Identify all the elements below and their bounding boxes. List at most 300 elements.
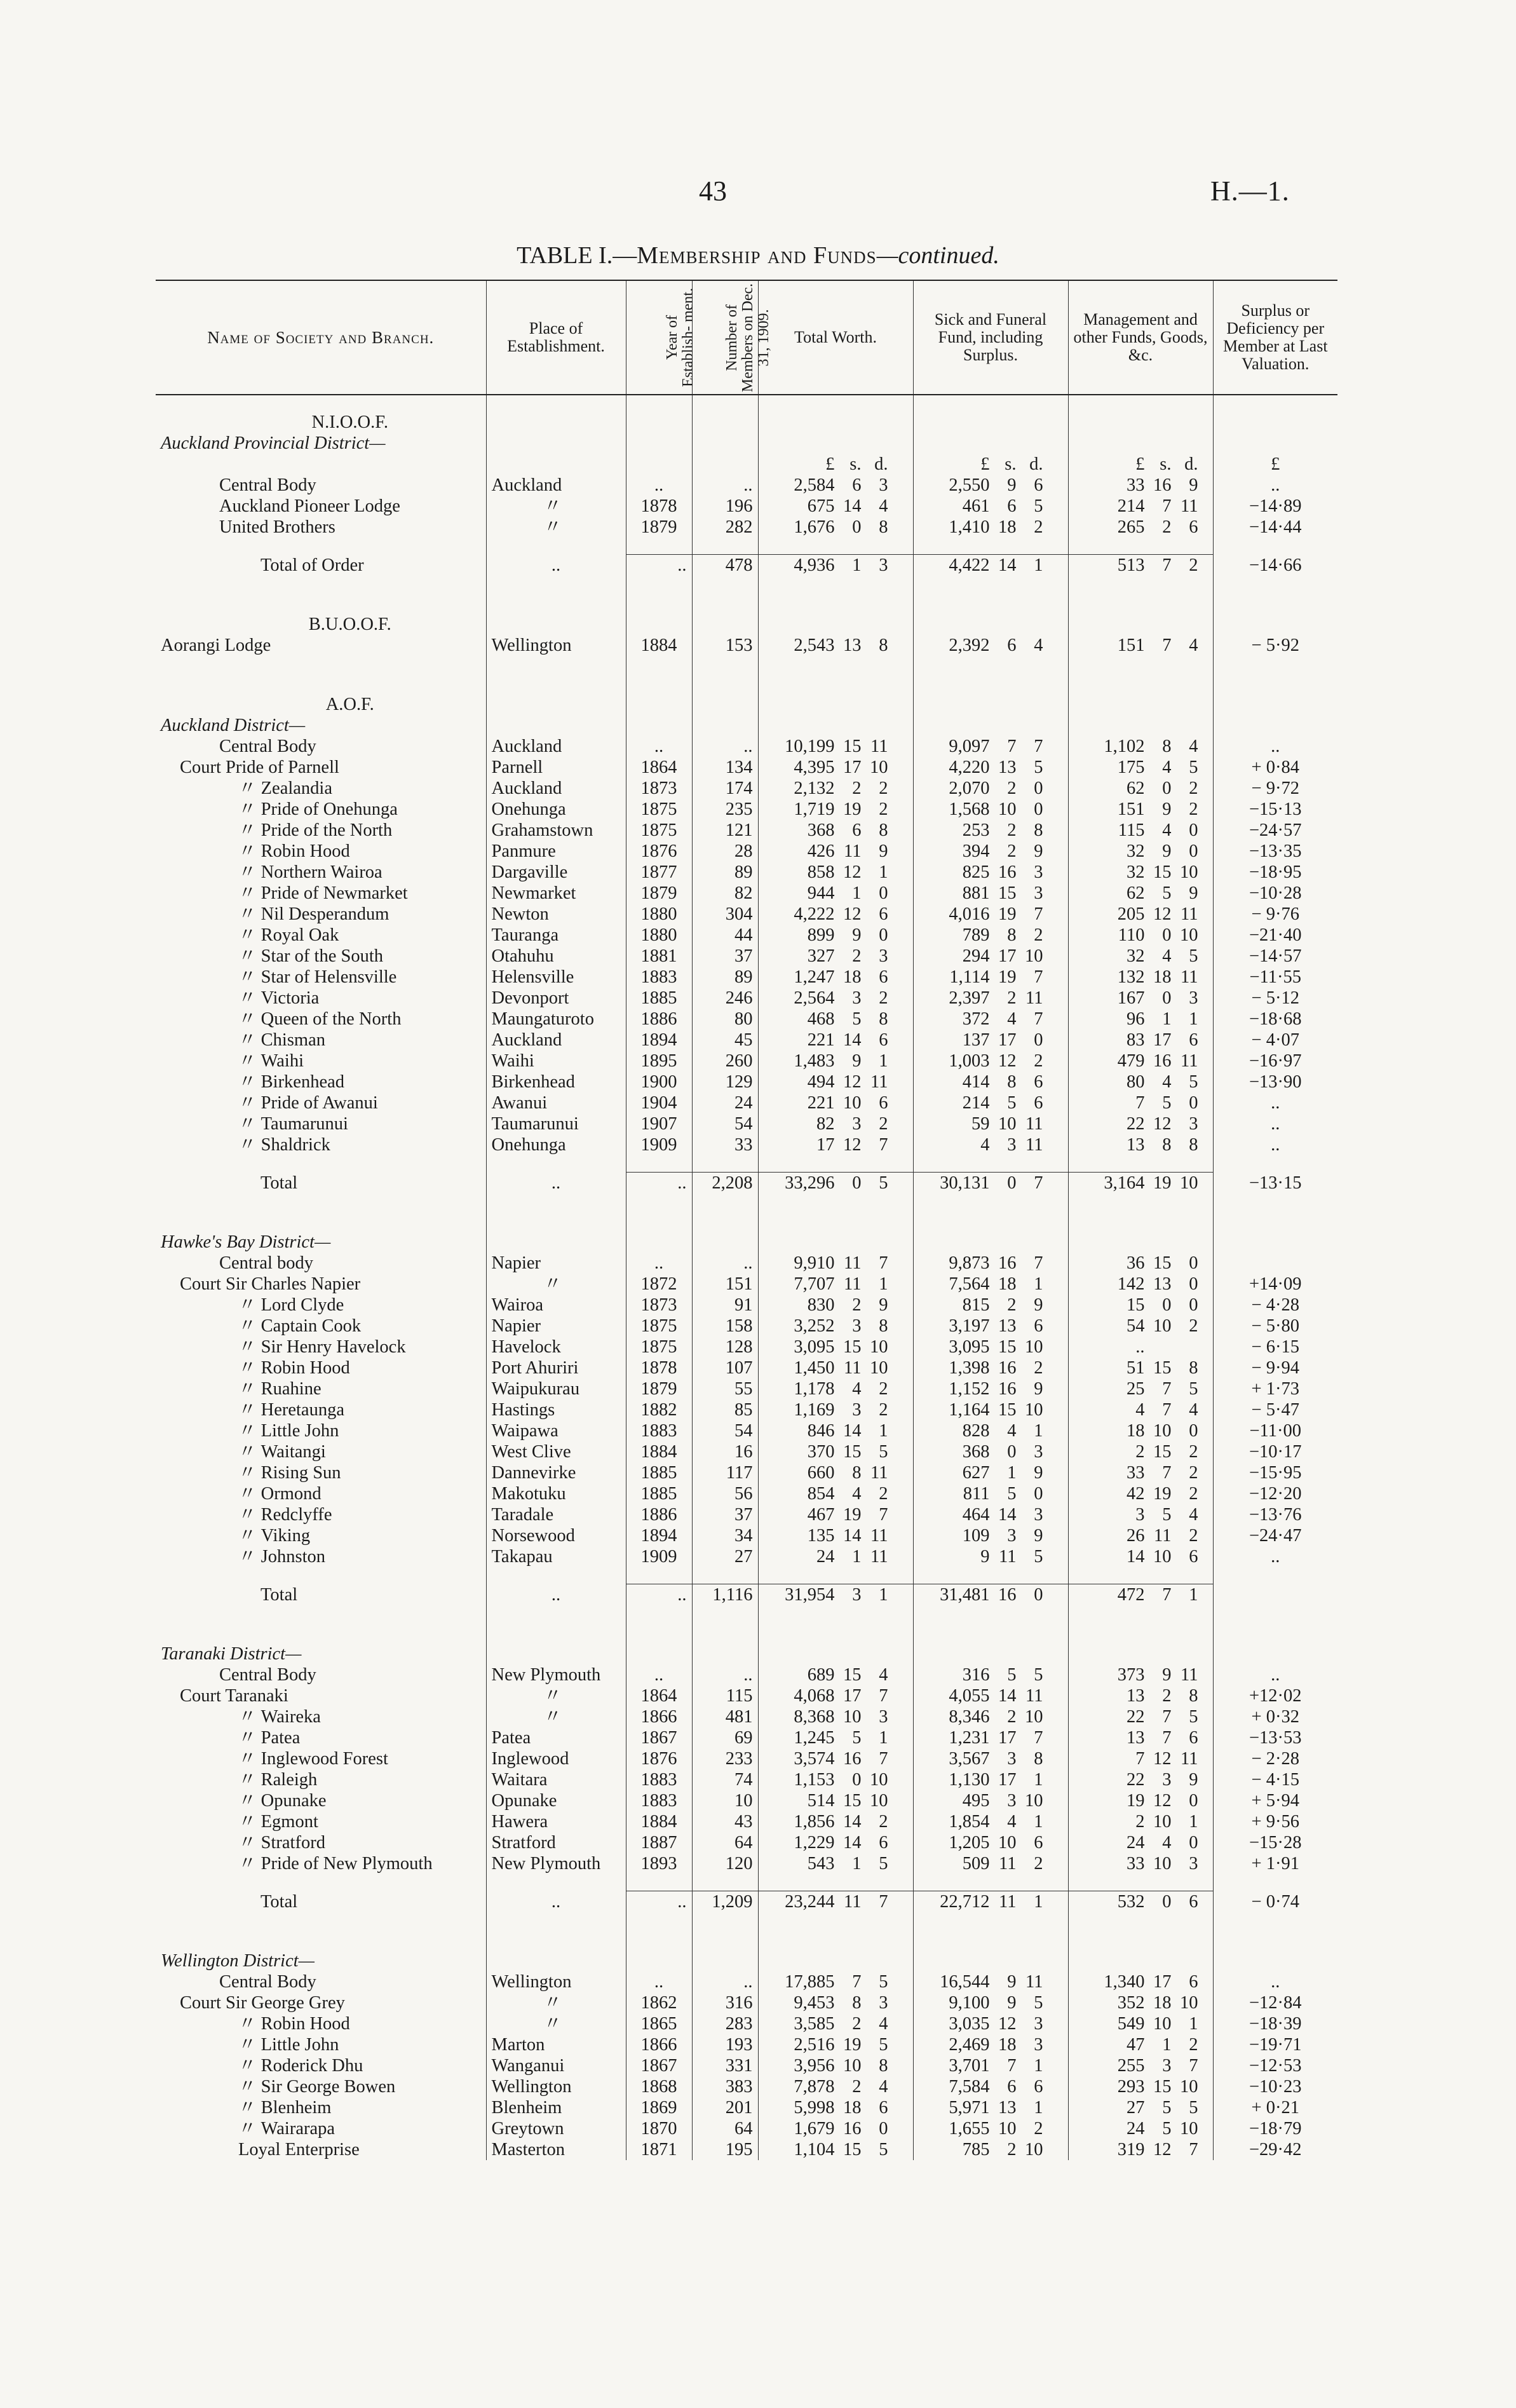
branch-row	[156, 1092, 1337, 1113]
empty-cell	[913, 1950, 1068, 1971]
total-worth-sum	[758, 1584, 913, 1606]
empty-cell	[1068, 694, 1213, 715]
surplus-per-member	[1213, 1253, 1337, 1274]
branch-name	[156, 1051, 486, 1071]
sick-fund-pence: 9	[1034, 1463, 1043, 1483]
management-funds-shillings: 4	[1162, 758, 1172, 777]
sick-fund-pence: 7	[1034, 737, 1043, 756]
sick-fund-pence: 1	[1034, 1812, 1043, 1832]
sick-fund	[913, 1113, 1068, 1134]
surplus-per-member: −18·95	[1213, 862, 1337, 883]
sick-fund	[913, 635, 1068, 656]
total-worth	[758, 1071, 913, 1092]
sick-fund-pence: 9	[1034, 1526, 1043, 1546]
spacer-cell	[913, 1874, 1068, 1891]
sick-fund-shillings: 19	[998, 967, 1017, 987]
total-worth-shillings: 11	[844, 1274, 862, 1294]
total-worth-shillings: 12	[843, 904, 862, 924]
branch-label: Raleigh	[261, 1770, 318, 1790]
surplus-per-member: −18·39	[1213, 2013, 1337, 2034]
sick-fund	[913, 736, 1068, 757]
branch-name	[156, 1769, 486, 1790]
members: 260	[692, 1051, 758, 1071]
branch-row	[156, 1420, 1337, 1441]
sick-fund-shillings: 2	[1007, 820, 1017, 840]
management-funds	[1068, 1113, 1213, 1134]
sick-fund-pence: 3	[1034, 862, 1043, 882]
empty-cell	[626, 454, 692, 475]
total-worth-pounds: 2,564	[794, 988, 835, 1008]
management-funds-pounds: 7	[1135, 1093, 1145, 1113]
management-funds-shillings: 10	[1153, 1854, 1172, 1874]
sick-fund-pounds: 3,701	[949, 2056, 990, 2076]
empty-cell	[486, 433, 626, 454]
sick-fund-pounds: 2,070	[949, 779, 990, 798]
ditto-mark: 〃	[238, 1358, 261, 1378]
management-funds-pence: 2	[1189, 1463, 1198, 1483]
total-worth-shillings: 12	[843, 862, 862, 882]
total-surplus	[1213, 1584, 1337, 1606]
management-funds	[1068, 2034, 1213, 2055]
sick-fund-pence: 5	[1034, 1993, 1043, 2013]
spacer-cell	[758, 1567, 913, 1584]
year: 1879	[626, 883, 692, 904]
sick-fund-shillings: 6	[1007, 2077, 1017, 2097]
surplus-per-member: ..	[1213, 1092, 1337, 1113]
total-mgmt-sum-pounds: 513	[1117, 555, 1145, 575]
management-funds	[1068, 1134, 1213, 1155]
branch-name	[156, 1992, 486, 2013]
management-funds	[1068, 1832, 1213, 1853]
sick-fund	[913, 1420, 1068, 1441]
total-sick-sum-pounds: 22,712	[940, 1892, 990, 1912]
sick-fund	[913, 1748, 1068, 1769]
sick-fund	[913, 1664, 1068, 1685]
sick-fund-pounds: 9,873	[949, 1253, 990, 1273]
empty-cell	[1068, 412, 1213, 433]
place: Wellington	[486, 1971, 626, 1992]
management-funds-pence: 10	[1180, 2119, 1198, 2139]
total-worth-pence: 9	[879, 841, 888, 861]
empty-cell	[692, 1232, 758, 1253]
total-worth-pounds: 1,450	[794, 1358, 835, 1378]
total-mgmt-sum	[1068, 1584, 1213, 1606]
management-funds	[1068, 757, 1213, 778]
total-worth-pounds: 854	[807, 1484, 835, 1504]
empty-cell	[913, 1643, 1068, 1664]
branch-name	[156, 1727, 486, 1748]
spacer-row	[156, 1605, 1337, 1643]
spacer-cell	[692, 395, 758, 412]
total-worth-pounds: 675	[807, 496, 835, 516]
total-sick-sum-shillings: 16	[998, 1585, 1017, 1605]
sick-fund-pence: 2	[1034, 517, 1043, 537]
management-funds-shillings: 17	[1153, 1972, 1172, 1992]
members: 117	[692, 1462, 758, 1483]
branch-label: Rising Sun	[261, 1463, 341, 1483]
total-worth-pence: 3	[879, 1993, 888, 2013]
empty-cell: ..	[626, 555, 692, 576]
surplus-per-member: −12·20	[1213, 1483, 1337, 1504]
branch-label: Redclyffe	[261, 1505, 332, 1525]
total-worth-shillings: 2	[852, 2077, 862, 2097]
total-worth	[758, 1399, 913, 1420]
empty-cell	[1068, 433, 1213, 454]
branch-label: Wairarapa	[261, 2119, 335, 2139]
empty-cell	[486, 715, 626, 736]
branch-row	[156, 1316, 1337, 1337]
branch-label: Inglewood Forest	[261, 1749, 388, 1769]
sick-fund-shillings: 9	[1007, 1993, 1017, 2013]
sick-fund	[913, 475, 1068, 496]
spacer-cell	[758, 1155, 913, 1173]
court-prefix: Court	[180, 1993, 226, 2013]
total-worth-pence: 6	[879, 1833, 888, 1853]
total-worth-pence: 4	[879, 496, 888, 516]
district-name-row	[156, 1950, 1337, 1971]
branch-row	[156, 1525, 1337, 1546]
management-funds	[1068, 2118, 1213, 2139]
total-worth-pounds: 9,453	[794, 1993, 835, 2013]
management-funds-pounds: 36	[1127, 1253, 1145, 1273]
sick-fund-pounds: 7,564	[949, 1274, 990, 1294]
sick-fund-shillings: 17	[998, 1770, 1017, 1790]
total-worth-pence: 0	[879, 2119, 888, 2139]
spacer-cell	[626, 1194, 692, 1232]
sick-fund-shillings: 8	[1007, 1072, 1017, 1092]
branch-row	[156, 2097, 1337, 2118]
members: ..	[692, 1971, 758, 1992]
surplus-per-member: −15·95	[1213, 1462, 1337, 1483]
total-worth-pounds: 494	[807, 1072, 835, 1092]
place: Wellington	[486, 635, 626, 656]
management-funds	[1068, 2076, 1213, 2097]
unit-penny: d.	[1029, 454, 1043, 474]
total-worth	[758, 883, 913, 904]
management-funds	[1068, 1071, 1213, 1092]
empty-cell: ..	[626, 1173, 692, 1194]
members: 82	[692, 883, 758, 904]
management-funds	[1068, 1525, 1213, 1546]
branch-label: Taranaki	[225, 1686, 288, 1706]
management-funds	[1068, 475, 1213, 496]
surplus-per-member: + 0·84	[1213, 757, 1337, 778]
society-name: A.O.F.	[325, 695, 374, 714]
branch-name	[156, 1462, 486, 1483]
management-funds-shillings: 17	[1153, 1030, 1172, 1050]
surplus-per-member: −16·97	[1213, 1051, 1337, 1071]
total-worth-shillings: 5	[852, 1728, 862, 1748]
total-surplus: −14·66	[1213, 555, 1337, 576]
year: 1884	[626, 1441, 692, 1462]
total-worth	[758, 517, 913, 538]
total-worth-shillings: 2	[852, 2014, 862, 2034]
total-worth-pence: 1	[879, 1728, 888, 1748]
spacer-cell	[913, 656, 1068, 694]
col-header-year: Year of Establish- ment.	[626, 280, 692, 395]
empty-cell	[626, 1643, 692, 1664]
branch-label: Captain Cook	[261, 1316, 362, 1336]
sick-fund	[913, 1441, 1068, 1462]
branch-row	[156, 925, 1337, 946]
branch-row	[156, 946, 1337, 967]
branch-row	[156, 1853, 1337, 1874]
management-funds-shillings: 8	[1162, 1135, 1172, 1155]
total-worth-pounds: 426	[807, 841, 835, 861]
total-worth-pounds: 135	[807, 1526, 835, 1546]
branch-row	[156, 778, 1337, 799]
members: 43	[692, 1811, 758, 1832]
surplus-per-member: −21·40	[1213, 925, 1337, 946]
spacer-cell	[692, 1194, 758, 1232]
management-funds-pence: 11	[1181, 904, 1198, 924]
year: 1867	[626, 1727, 692, 1748]
total-worth-pence: 7	[879, 1253, 888, 1273]
sick-fund-pounds: 828	[962, 1421, 990, 1441]
sick-fund-pounds: 811	[963, 1484, 990, 1504]
year: 1887	[626, 1832, 692, 1853]
management-funds-shillings: 5	[1162, 1505, 1172, 1525]
report-code: H.—1.	[1210, 175, 1290, 207]
branch-name	[156, 1420, 486, 1441]
sick-fund-pence: 6	[1034, 1316, 1043, 1336]
management-funds-pounds: 7	[1135, 1749, 1145, 1769]
year: 1885	[626, 1483, 692, 1504]
management-funds-pence: 1	[1189, 1009, 1198, 1029]
total-worth-pounds: 2,132	[794, 779, 835, 798]
place: Hastings	[486, 1399, 626, 1420]
total-worth-shillings: 11	[844, 841, 862, 861]
sick-fund-shillings: 18	[998, 2035, 1017, 2055]
sick-fund-pence: 1	[1034, 1274, 1043, 1294]
total-worth-shillings: 18	[843, 2098, 862, 2118]
surplus-per-member: − 9·94	[1213, 1357, 1337, 1378]
place: Norsewood	[486, 1525, 626, 1546]
total-worth-shillings: 15	[843, 1791, 862, 1811]
surplus-per-member: ..	[1213, 1971, 1337, 1992]
management-funds-pounds: 142	[1117, 1274, 1145, 1294]
sick-fund-pounds: 1,205	[949, 1833, 990, 1853]
management-funds-pence: 4	[1189, 1505, 1198, 1525]
management-funds-pence: 6	[1189, 1547, 1198, 1567]
members: 174	[692, 778, 758, 799]
year: 1884	[626, 635, 692, 656]
total-worth-shillings: 2	[852, 1295, 862, 1315]
total-worth-pence: 2	[879, 1379, 888, 1399]
total-worth-pence: 11	[870, 1463, 888, 1483]
empty-cell	[486, 412, 626, 433]
spacer-cell	[486, 1194, 626, 1232]
spacer-cell	[758, 1194, 913, 1232]
management-funds-shillings: 5	[1162, 2098, 1172, 2118]
year: 1882	[626, 1399, 692, 1420]
sick-fund-pence: 11	[1025, 1114, 1043, 1134]
spacer-cell	[626, 656, 692, 694]
surplus-per-member: ..	[1213, 1546, 1337, 1567]
management-funds-pence: 10	[1180, 925, 1198, 945]
branch-row	[156, 1811, 1337, 1832]
branch-label: Central Body	[219, 1665, 316, 1685]
place: Awanui	[486, 1092, 626, 1113]
place: Otahuhu	[486, 946, 626, 967]
branch-row	[156, 517, 1337, 538]
total-worth-pence: 11	[870, 1072, 888, 1092]
spacer-cell	[692, 538, 758, 555]
sick-fund	[913, 1727, 1068, 1748]
sick-fund-pounds: 785	[962, 2140, 990, 2160]
sick-fund	[913, 496, 1068, 517]
place: Port Ahuriri	[486, 1357, 626, 1378]
place: Opunake	[486, 1790, 626, 1811]
branch-name	[156, 1706, 486, 1727]
management-funds	[1068, 1316, 1213, 1337]
year: 1866	[626, 1706, 692, 1727]
sick-fund-shillings: 4	[1007, 1421, 1017, 1441]
total-worth-pence: 8	[879, 517, 888, 537]
management-funds-pence: 0	[1189, 1295, 1198, 1315]
total-worth-sum-pence: 7	[879, 1892, 888, 1912]
total-worth-shillings: 16	[843, 1749, 862, 1769]
year: 1895	[626, 1051, 692, 1071]
empty-cell	[692, 412, 758, 433]
total-worth-shillings: 4	[852, 1379, 862, 1399]
total-sick-sum-pence: 1	[1034, 1892, 1043, 1912]
branch-row	[156, 1274, 1337, 1295]
members: 10	[692, 1790, 758, 1811]
sick-fund	[913, 2013, 1068, 2034]
management-funds-shillings: 15	[1153, 1253, 1172, 1273]
total-worth-shillings: 11	[844, 1358, 862, 1378]
total-row	[156, 1173, 1337, 1194]
management-funds-pence: 2	[1189, 1316, 1198, 1336]
total-worth-pence: 5	[879, 1972, 888, 1992]
branch-name	[156, 925, 486, 946]
management-funds-shillings: 9	[1162, 1665, 1172, 1685]
management-funds-pounds: 33	[1127, 475, 1145, 495]
total-worth-pence: 2	[879, 1812, 888, 1832]
members: 235	[692, 799, 758, 820]
sick-fund-pence: 5	[1034, 1665, 1043, 1685]
members: 24	[692, 1092, 758, 1113]
sick-fund	[913, 1525, 1068, 1546]
members: 129	[692, 1071, 758, 1092]
branch-row	[156, 1769, 1337, 1790]
management-funds-shillings: 10	[1153, 1316, 1172, 1336]
management-funds	[1068, 2097, 1213, 2118]
ditto-mark: 〃	[238, 988, 261, 1008]
sick-fund-pence: 3	[1034, 2035, 1043, 2055]
spacer-cell	[692, 576, 758, 614]
place: Helensville	[486, 967, 626, 988]
sick-fund-pence: 11	[1025, 1686, 1043, 1706]
total-worth	[758, 1378, 913, 1399]
total-worth	[758, 1274, 913, 1295]
total-worth-shillings: 3	[852, 1400, 862, 1420]
management-funds-pounds: 205	[1117, 904, 1145, 924]
sick-fund-pounds: 4,220	[949, 758, 990, 777]
total-mgmt-sum-pence: 2	[1189, 555, 1198, 575]
total-worth	[758, 1811, 913, 1832]
spacer-cell	[913, 1194, 1068, 1232]
branch-name	[156, 2076, 486, 2097]
total-worth-pounds: 3,574	[794, 1749, 835, 1769]
ditto-mark: 〃	[238, 1337, 261, 1357]
branch-label: Blenheim	[261, 2098, 332, 2118]
total-worth	[758, 1009, 913, 1030]
branch-name	[156, 967, 486, 988]
total-worth-pounds: 1,229	[794, 1833, 835, 1853]
place: Napier	[486, 1316, 626, 1337]
year: 1886	[626, 1009, 692, 1030]
members: 151	[692, 1274, 758, 1295]
total-worth-shillings: 14	[843, 1833, 862, 1853]
sick-fund	[913, 1971, 1068, 1992]
management-funds	[1068, 925, 1213, 946]
sick-fund-shillings: 11	[999, 1854, 1017, 1874]
year: 1909	[626, 1546, 692, 1567]
place: Inglewood	[486, 1748, 626, 1769]
sick-fund-shillings: 5	[1007, 1484, 1017, 1504]
sick-fund-shillings: 11	[999, 1547, 1017, 1567]
total-worth-pence: 10	[870, 1770, 888, 1790]
ditto-mark: 〃	[238, 1295, 261, 1315]
sick-fund-pence: 10	[1025, 1337, 1043, 1357]
sick-fund-pence: 2	[1034, 925, 1043, 945]
branch-row	[156, 1546, 1337, 1567]
total-worth-pence: 11	[870, 737, 888, 756]
empty-cell	[692, 433, 758, 454]
total-worth-shillings: 17	[843, 1686, 862, 1706]
sick-fund-shillings: 13	[998, 1316, 1017, 1336]
total-worth-pence: 10	[870, 1337, 888, 1357]
place: New Plymouth	[486, 1664, 626, 1685]
management-funds-pence: 0	[1189, 1093, 1198, 1113]
total-mgmt-sum	[1068, 555, 1213, 576]
place: Grahamstown	[486, 820, 626, 841]
year: 1862	[626, 1992, 692, 2013]
management-funds-shillings: 18	[1153, 1993, 1172, 2013]
branch-row	[156, 1706, 1337, 1727]
sick-fund-pounds: 815	[962, 1295, 990, 1315]
management-funds-pounds: 32	[1127, 946, 1145, 966]
sick-fund-pounds: 1,655	[949, 2119, 990, 2139]
sick-fund-shillings: 8	[1007, 925, 1017, 945]
col-header-surplus: Surplus or Deficiency per Member at Last Valuation.	[1213, 280, 1337, 395]
total-worth-pence: 1	[879, 1421, 888, 1441]
total-worth	[758, 1253, 913, 1274]
total-worth	[758, 820, 913, 841]
surplus-per-member: − 5·12	[1213, 988, 1337, 1009]
branch-label: Sir George Grey	[226, 1993, 345, 2013]
total-sick-sum-pence: 0	[1034, 1585, 1043, 1605]
ditto-mark: 〃	[238, 2077, 261, 2097]
branch-row	[156, 1113, 1337, 1134]
year: 1894	[626, 1030, 692, 1051]
ditto-mark: 〃	[238, 2056, 261, 2076]
total-worth-pounds: 3,095	[794, 1337, 835, 1357]
management-funds	[1068, 1051, 1213, 1071]
branch-name	[156, 2139, 486, 2160]
sick-fund-pounds: 9,097	[949, 737, 990, 756]
branch-label: Pride of Awanui	[261, 1093, 378, 1113]
ditto-mark: 〃	[238, 1547, 261, 1567]
table-header-row	[156, 280, 1337, 395]
management-funds-pounds: 33	[1127, 1854, 1145, 1874]
management-funds-pence: 6	[1189, 1030, 1198, 1050]
management-funds-pounds: 151	[1117, 636, 1145, 655]
empty-cell	[626, 715, 692, 736]
members: 304	[692, 904, 758, 925]
